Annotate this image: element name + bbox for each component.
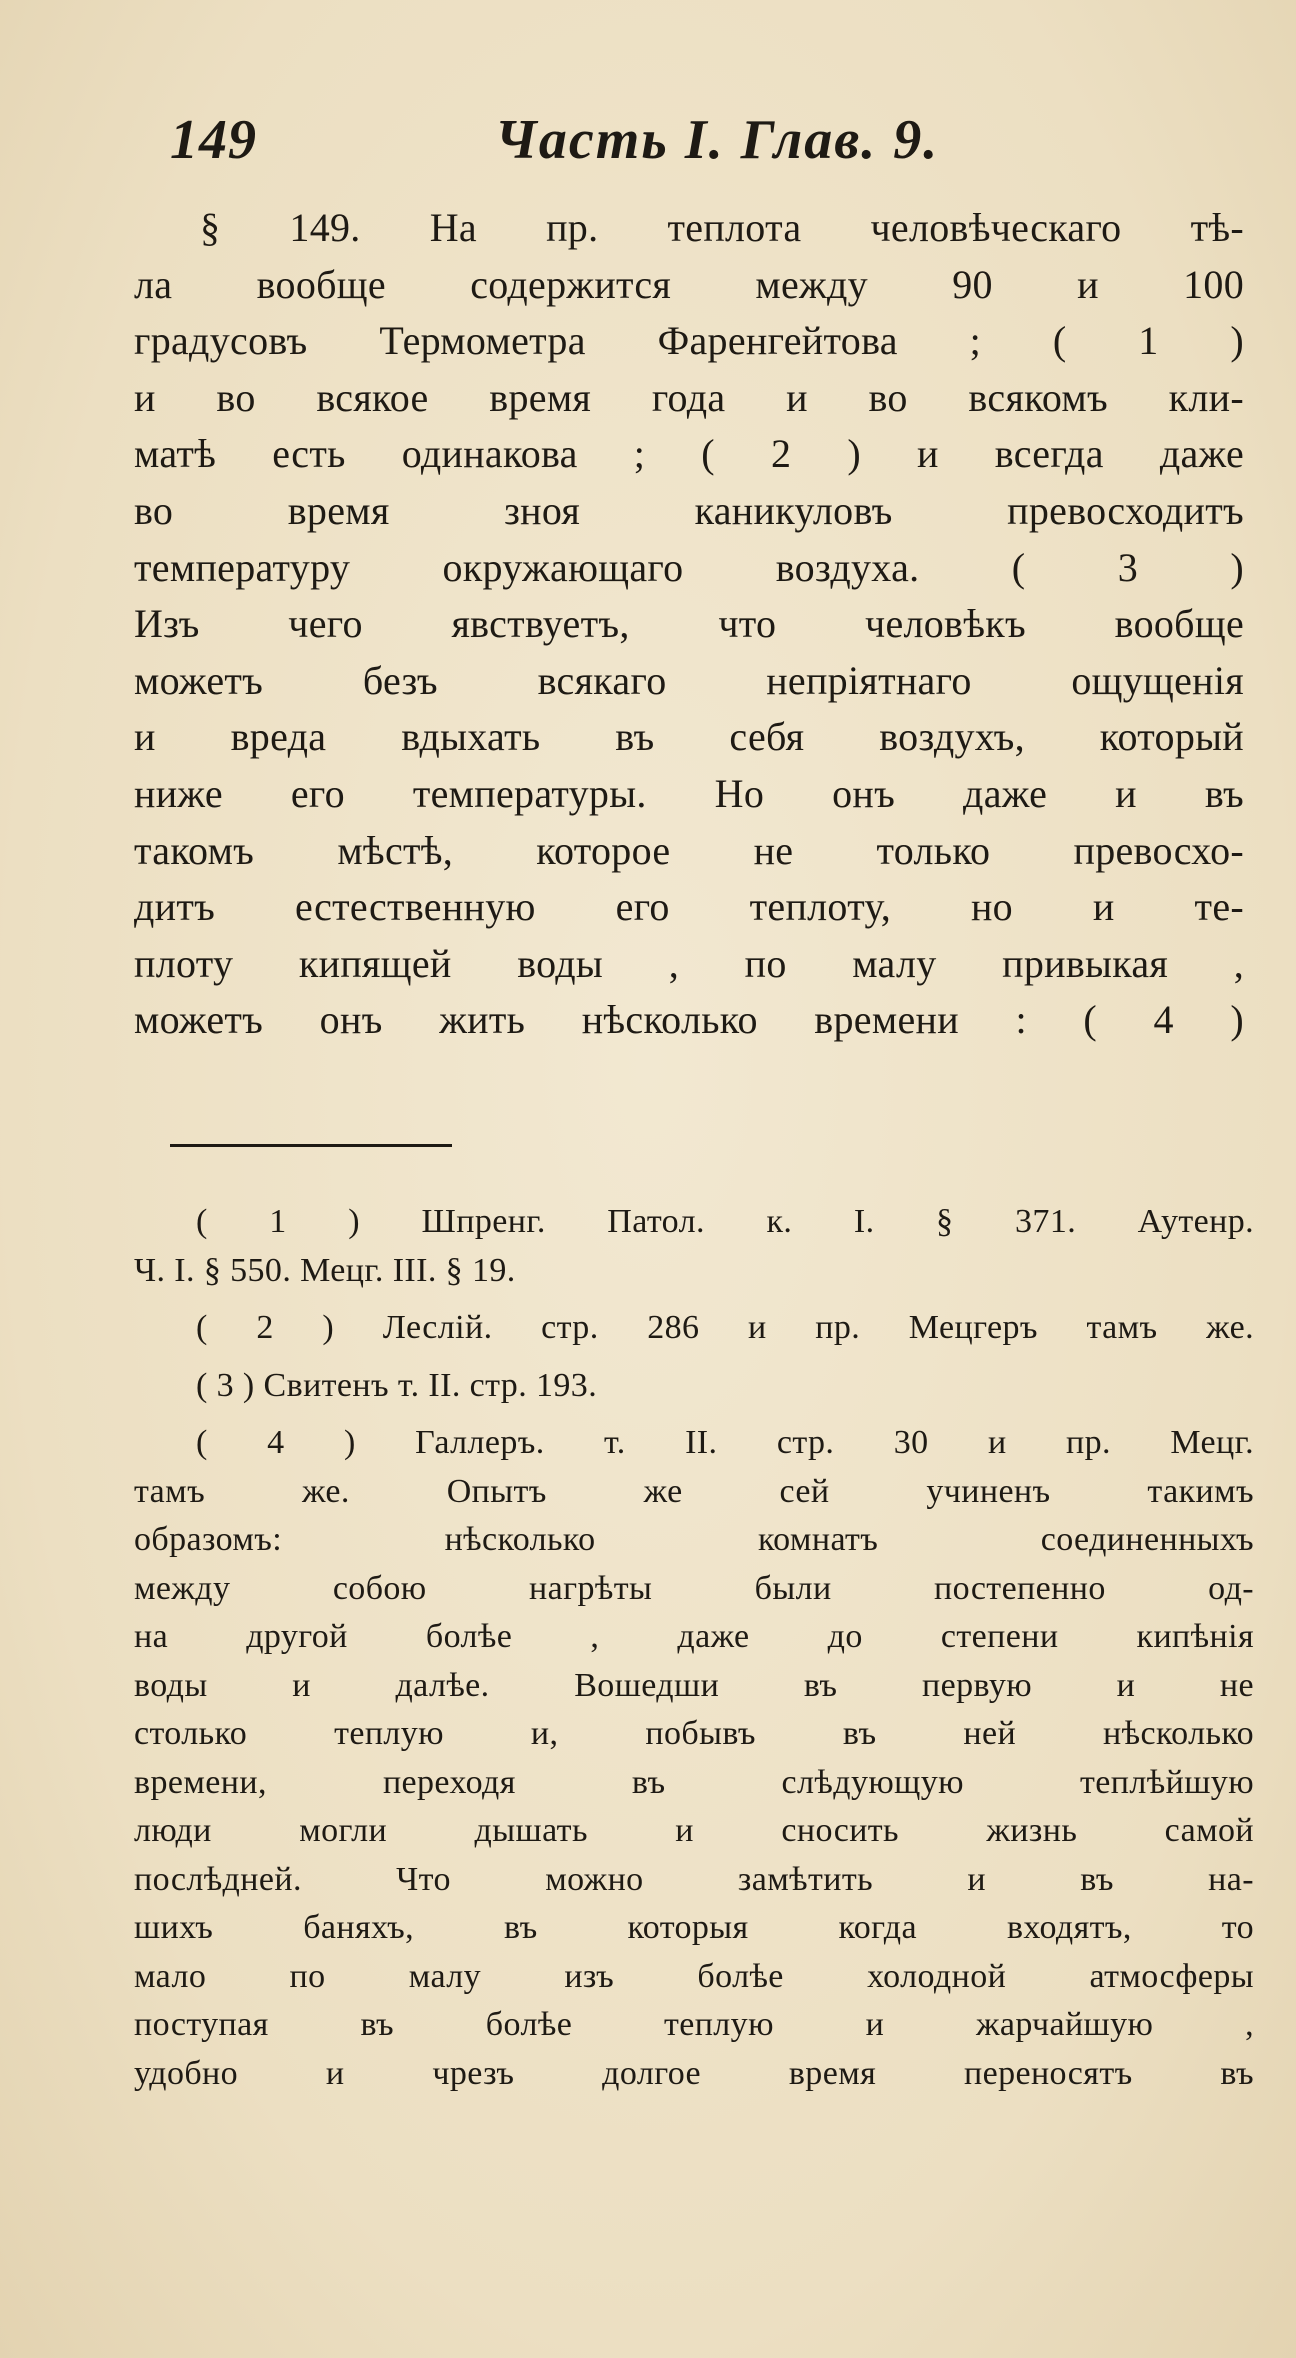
paragraph-line: можетъ безъ всякаго непріятнаго ощущенія [134, 657, 1244, 703]
footnote-4 [134, 1419, 1254, 2098]
paragraph-line: Изъ чего явствуетъ, что человѣкъ вообще [134, 601, 1244, 647]
paragraph-line: во время зноя каникуловъ превосходитъ [134, 487, 1244, 533]
footnote-line: между собою нагрѣты были постепенно од- [134, 1569, 1254, 1607]
footnote-line: мало по малу изъ болѣе холодной атмосферы [134, 1957, 1254, 1995]
paragraph-line: матѣ есть одинакова ; ( 2 ) и всегда даже [134, 431, 1244, 477]
page-header [170, 108, 1250, 188]
page-number: 149 [170, 109, 257, 171]
footnotes [134, 1198, 1254, 2107]
paragraph-line: ла вообще содержится между 90 и 100 [134, 261, 1244, 307]
footnote-line: удобно и чрезъ долгое время переносятъ въ [134, 2054, 1254, 2092]
footnote-line: тамъ же. Опытъ же сей учиненъ такимъ [134, 1472, 1254, 1510]
footnote-2 [134, 1304, 1254, 1353]
footnote-line: люди могли дышать и сносить жизнь самой [134, 1812, 1254, 1849]
paragraph-line: градусовъ Термометра Фаренгейтова ; ( 1 ) [134, 318, 1244, 364]
footnote-line: воды и далѣе. Вошедши въ первую и не [134, 1666, 1254, 1704]
main-paragraph [134, 200, 1244, 1049]
paragraph-line: плоту кипящей воды , по малу привыкая , [134, 940, 1244, 986]
footnote-line: шихъ баняхъ, въ которыя когда входятъ, то [134, 1909, 1254, 1946]
paragraph-line: и во всякое время года и во всякомъ кли- [134, 374, 1244, 420]
footnote-line: времени, переходя въ слѣдующую теплѣйшую [134, 1763, 1254, 1801]
paragraph-line: такомъ мѣстѣ, которое не только превосхо- [134, 827, 1244, 873]
paragraph-line: температуру окружающаго воздуха. ( 3 ) [134, 544, 1244, 590]
footnote-line: Ч. I. § 550. Мецг. III. § 19. [134, 1251, 516, 1289]
paragraph-line: можетъ онъ жить нѣсколько времени : ( 4 ) [134, 997, 1244, 1043]
paragraph-line: и вреда вдыхать въ себя воздухъ, который [134, 714, 1244, 760]
footnote-line: на другой болѣе , даже до степени кипѣнія [134, 1618, 1254, 1655]
footnote-line: образомъ: нѣсколько комнатъ соединенныхъ [134, 1521, 1254, 1558]
footnote-3 [134, 1362, 1254, 1411]
footnote-1 [134, 1198, 1254, 1295]
footnote-line: ( 3 ) Свитенъ т. II. стр. 193. [196, 1366, 598, 1404]
footnote-divider [170, 1144, 452, 1147]
running-head: Часть I. Глав. 9. [495, 109, 940, 171]
footnote-line: поступая въ болѣе теплую и жарчайшую , [134, 2006, 1254, 2043]
footnote-line: послѣдней. Что можно замѣтить и въ на- [134, 1860, 1254, 1898]
footnote-line: ( 1 ) Шпренг. Патол. к. I. § 371. Аутенр. [196, 1203, 1254, 1240]
paragraph-line: ниже его температуры. Но онъ даже и въ [134, 770, 1244, 816]
footnote-line: ( 4 ) Галлеръ. т. II. стр. 30 и пр. Мецг. [196, 1424, 1254, 1461]
paragraph-line: дитъ естественную его теплоту, но и те- [134, 884, 1244, 930]
footnote-line: столько теплую и, побывъ въ ней нѣсколько [134, 1715, 1254, 1752]
footnote-line: ( 2 ) Леслій. стр. 286 и пр. Мецгеръ тамъ же. [196, 1309, 1254, 1346]
paragraph-line: § 149. На пр. теплота человѣческаго тѣ- [200, 205, 1244, 250]
